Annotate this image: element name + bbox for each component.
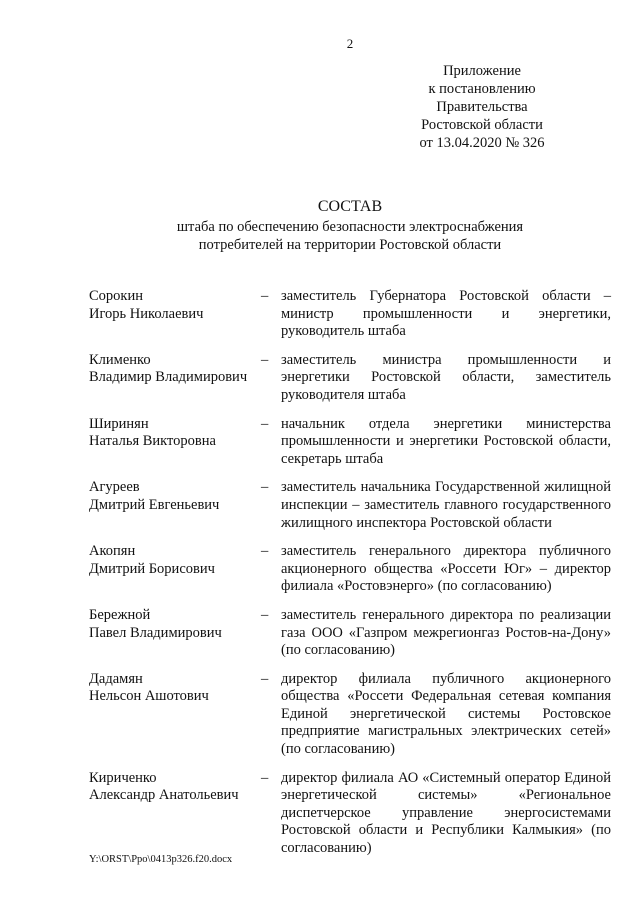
member-given-names: Владимир Владимирович <box>89 369 248 386</box>
member-surname: Ширинян <box>89 415 149 432</box>
member-given-names: Александр Анатольевич <box>89 787 239 804</box>
member-surname: Сорокин <box>89 288 143 304</box>
dash-separator: – <box>261 670 269 687</box>
dash-separator: – <box>261 288 269 304</box>
appendix-line: Приложение <box>443 63 521 79</box>
member-name <box>89 543 261 596</box>
dash-separator: – <box>261 479 269 496</box>
member-entry <box>89 352 611 405</box>
member-name <box>89 352 261 405</box>
footer-file-path: Y:\ORST\Ppo\0413p326.f20.docx <box>89 854 233 865</box>
document-subtitle-line: штаба по обеспечению безопасности электроснабжения <box>176 219 524 235</box>
member-given-names: Дмитрий Евгеньевич <box>89 496 220 513</box>
member-surname: Бережной <box>89 606 151 623</box>
dash-separator: – <box>261 415 269 432</box>
member-name <box>89 416 261 469</box>
appendix-line: Правительства <box>436 99 528 115</box>
member-role: начальник отдела энергетики министерства промышленности и энергетики Ростовской области, секретарь штаба <box>281 415 611 467</box>
member-role: заместитель генерального директора публичного акционерного общества «Россети Юг» – директор филиала «Ростовэнерго» (по согласованию) <box>281 543 611 595</box>
appendix-line: Ростовской области <box>421 117 543 133</box>
member-name <box>89 671 261 759</box>
member-given-names: Нельсон Ашотович <box>89 688 209 705</box>
member-name <box>89 770 261 858</box>
member-given-names: Павел Владимирович <box>89 624 222 641</box>
appendix-block <box>382 62 582 152</box>
member-surname: Агуреев <box>89 479 140 496</box>
member-role: заместитель Губернатора Ростовской области – министр промышленности и энергетики, руководитель штаба <box>281 288 611 340</box>
appendix-line: от 13.04.2020 № 326 <box>419 135 545 151</box>
document-subtitle-line: потребителей на территории Ростовской области <box>198 237 502 253</box>
document-title: СОСТАВ <box>317 198 383 215</box>
member-entry <box>89 543 611 596</box>
member-role: заместитель начальника Государственной жилищной инспекции – заместитель главного государственного жилищного инспектора Ростовской области <box>281 479 611 531</box>
members-list <box>89 288 611 869</box>
member-name <box>89 607 261 660</box>
member-role: директор филиала АО «Системный оператор Единой энергетической системы» «Региональное диспетчерское управление энергосистемами Ростовской области и Республики Калмыкия» (по согласованию) <box>281 769 611 857</box>
member-surname: Акопян <box>89 543 136 560</box>
appendix-line: к постановлению <box>428 81 536 97</box>
page-number: 2 <box>346 36 354 51</box>
member-entry <box>89 416 611 469</box>
dash-separator: – <box>261 543 269 560</box>
member-surname: Кириченко <box>89 769 157 786</box>
member-entry <box>89 607 611 660</box>
member-role: заместитель министра промышленности и энергетики Ростовской области, заместитель руководителя штаба <box>281 351 611 403</box>
member-entry <box>89 770 611 858</box>
member-given-names: Наталья Викторовна <box>89 433 216 450</box>
member-role: заместитель генерального директора по реализации газа ООО «Газпром межрегионгаз Ростов-на-Дону» (по согласованию) <box>281 606 611 659</box>
dash-separator: – <box>261 769 269 786</box>
member-surname: Клименко <box>89 351 151 368</box>
dash-separator: – <box>261 351 269 368</box>
member-name <box>89 479 261 532</box>
document-title-block <box>0 198 640 254</box>
member-entry <box>89 479 611 532</box>
member-entry <box>89 288 611 341</box>
member-role: директор филиала публичного акционерного общества «Россети Федеральная сетевая компания Единой энергетической системы Ростовское предприятие магистральных электрических сетей» (по согласованию) <box>281 670 611 758</box>
dash-separator: – <box>261 606 269 623</box>
member-name <box>89 288 261 341</box>
member-surname: Дадамян <box>89 670 143 687</box>
member-given-names: Дмитрий Борисович <box>89 560 215 577</box>
member-entry <box>89 671 611 759</box>
member-given-names: Игорь Николаевич <box>89 305 204 322</box>
